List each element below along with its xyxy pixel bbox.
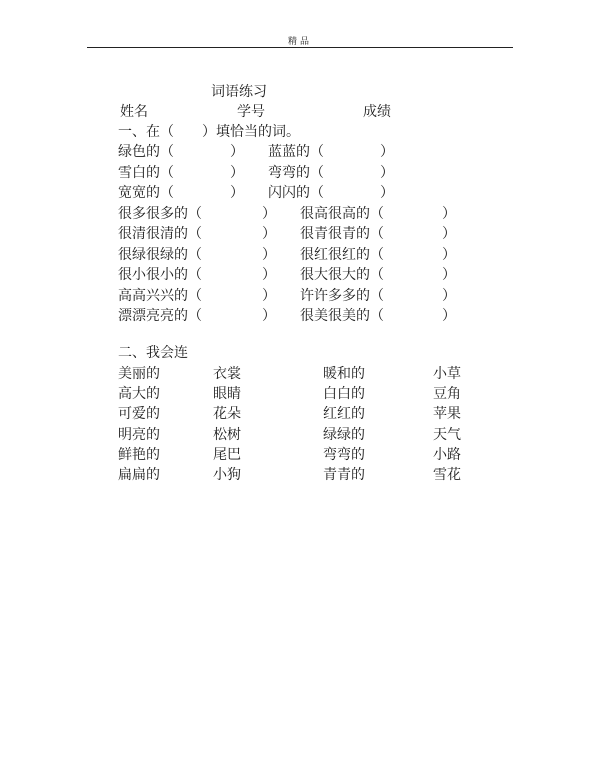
section1-row-3-left-close-paren: ） [230, 185, 244, 201]
section1-row-6-right-prompt: 很红很红的（ [300, 247, 384, 263]
section2-row-2-adjective-left: 高大的 [118, 386, 160, 402]
worksheet-title: 词语练习 [211, 84, 267, 100]
section1-row-8-left-close-paren: ） [262, 288, 276, 304]
section1-row-8-left-prompt: 高高兴兴的（ [118, 288, 202, 304]
section2-row-5-adjective-left: 鲜艳的 [118, 447, 160, 463]
section1-row-5-left-prompt: 很清很清的（ [118, 226, 202, 242]
section1-row-7-left-prompt: 很小很小的（ [118, 267, 202, 283]
section1-row-2-right-prompt: 弯弯的（ [268, 165, 324, 181]
section1-row-9-left-close-paren: ） [262, 308, 276, 324]
page-header: 精品 [287, 37, 312, 47]
section2-row-6-adjective-left: 扁扁的 [118, 467, 160, 483]
section1-row-4-right-prompt: 很高很高的（ [300, 206, 384, 222]
name-label: 姓名 [120, 104, 148, 120]
section1-row-1-left-prompt: 绿色的（ [118, 144, 174, 160]
section1-row-8-right-close-paren: ） [442, 288, 456, 304]
section2-row-5-adjective-right: 弯弯的 [323, 447, 365, 463]
section1-row-1-right-close-paren: ） [380, 144, 394, 160]
section2-row-2-noun-right: 豆角 [433, 386, 461, 402]
section1-row-9-left-prompt: 漂漂亮亮的（ [118, 308, 202, 324]
section2-heading: 二、我会连 [118, 345, 188, 361]
section2-row-4-adjective-right: 绿绿的 [323, 427, 365, 443]
section2-row-4-noun-left: 松树 [213, 427, 241, 443]
section2-row-5-noun-left: 尾巴 [213, 447, 241, 463]
section1-row-2-right-close-paren: ） [380, 165, 394, 181]
section1-row-6-right-close-paren: ） [442, 247, 456, 263]
section1-heading: 一、在（ ）填恰当的词。 [118, 124, 300, 140]
section2-row-4-noun-right: 天气 [433, 427, 461, 443]
section2-row-3-adjective-right: 红红的 [323, 406, 365, 422]
section1-row-4-left-prompt: 很多很多的（ [118, 206, 202, 222]
section1-row-1-left-close-paren: ） [230, 144, 244, 160]
section1-row-3-right-close-paren: ） [380, 185, 394, 201]
section1-row-9-right-prompt: 很美很美的（ [300, 308, 384, 324]
section1-row-5-right-prompt: 很青很青的（ [300, 226, 384, 242]
header-rule [87, 47, 513, 48]
section2-row-2-adjective-right: 白白的 [323, 386, 365, 402]
section2-row-6-noun-left: 小狗 [213, 467, 241, 483]
section1-row-1-right-prompt: 蓝蓝的（ [268, 144, 324, 160]
section2-row-1-noun-right: 小草 [433, 366, 461, 382]
section1-row-7-left-close-paren: ） [262, 267, 276, 283]
section1-row-3-left-prompt: 宽宽的（ [118, 185, 174, 201]
section1-row-2-left-prompt: 雪白的（ [118, 165, 174, 181]
section1-row-4-right-close-paren: ） [442, 206, 456, 222]
section2-row-6-noun-right: 雪花 [433, 467, 461, 483]
section1-row-5-left-close-paren: ） [262, 226, 276, 242]
section1-row-9-right-close-paren: ） [442, 308, 456, 324]
section2-row-6-adjective-right: 青青的 [323, 467, 365, 483]
section1-row-8-right-prompt: 许许多多的（ [300, 288, 384, 304]
section1-row-5-right-close-paren: ） [442, 226, 456, 242]
section1-row-7-right-close-paren: ） [442, 267, 456, 283]
student-number-label: 学号 [237, 104, 265, 120]
section2-row-1-noun-left: 衣裳 [213, 366, 241, 382]
section1-row-6-left-prompt: 很绿很绿的（ [118, 247, 202, 263]
section2-row-3-noun-right: 苹果 [433, 406, 461, 422]
section1-row-4-left-close-paren: ） [262, 206, 276, 222]
section1-row-2-left-close-paren: ） [230, 165, 244, 181]
section1-row-7-right-prompt: 很大很大的（ [300, 267, 384, 283]
section2-row-1-adjective-left: 美丽的 [118, 366, 160, 382]
section2-row-1-adjective-right: 暖和的 [323, 366, 365, 382]
section2-row-5-noun-right: 小路 [433, 447, 461, 463]
score-label: 成绩 [363, 104, 391, 120]
section1-row-6-left-close-paren: ） [262, 247, 276, 263]
section2-row-4-adjective-left: 明亮的 [118, 427, 160, 443]
section2-row-3-adjective-left: 可爱的 [118, 406, 160, 422]
section2-row-2-noun-left: 眼睛 [213, 386, 241, 402]
section1-row-3-right-prompt: 闪闪的（ [268, 185, 324, 201]
section2-row-3-noun-left: 花朵 [213, 406, 241, 422]
